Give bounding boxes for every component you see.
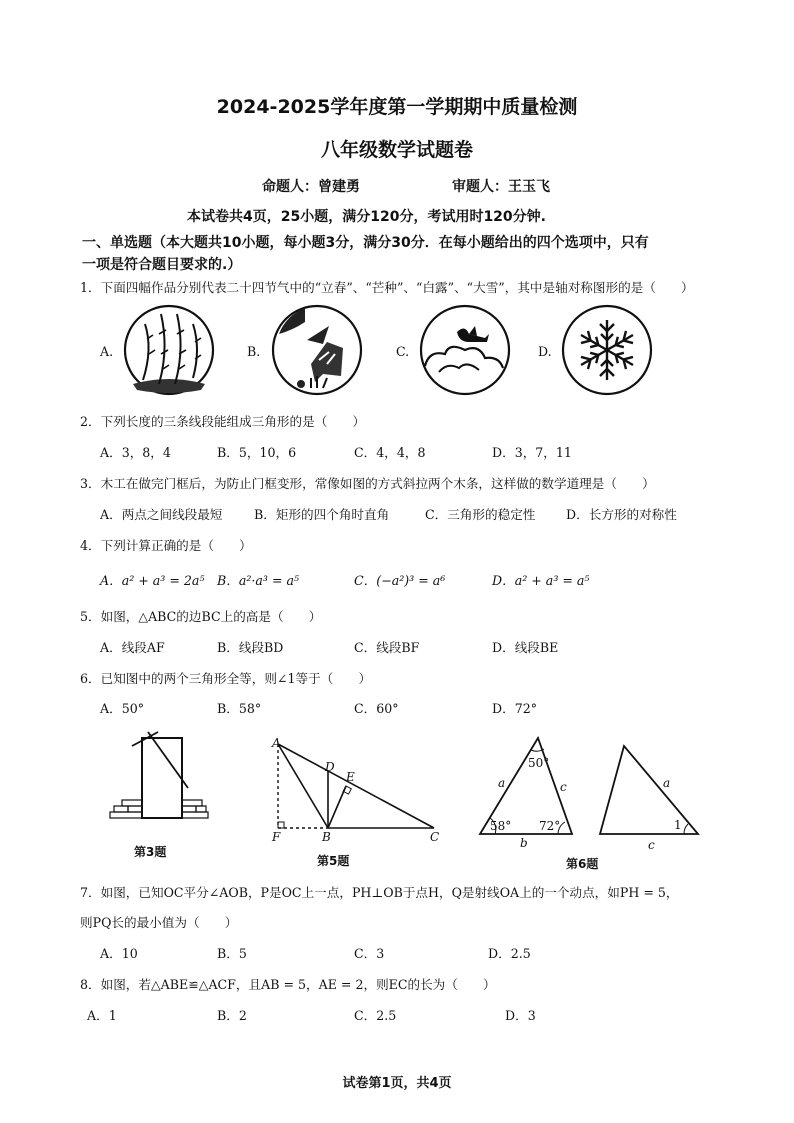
fig5-label-f: F	[272, 830, 281, 844]
exam-subtitle: 八年级数学试题卷	[320, 139, 473, 161]
exam-title: 2024-2025学年度第一学期期中质量检测	[216, 96, 578, 118]
q1-option-a-label: A.	[100, 344, 114, 359]
q2-option-a: A．3，8，4	[100, 445, 171, 460]
fig6-angle-right: 72°	[539, 819, 561, 833]
question-2-text: 2．下列长度的三条线段能组成三角形的是（ ）	[80, 414, 366, 429]
q6-option-d: D．72°	[492, 701, 538, 716]
q1-option-b-label: B.	[247, 344, 261, 359]
q8-option-a: A．1	[87, 1008, 117, 1023]
q4-option-c: C．(−a²)³ = a⁶	[354, 573, 446, 588]
q3-option-d: D．长方形的对称性	[566, 507, 677, 522]
question-7-line2: 则PQ长的最小值为（ ）	[80, 915, 238, 930]
question-4-text: 4．下列计算正确的是（ ）	[80, 538, 252, 553]
q1-option-c-label: C.	[396, 344, 410, 359]
figure-3-door-frame	[108, 732, 208, 822]
fig5-label-e: E	[346, 770, 355, 784]
question-6-text: 6．已知图中的两个三角形全等，则∠1等于（ ）	[80, 671, 372, 686]
q1-figure-d-snowflake	[561, 304, 653, 396]
figure-5-caption: 第5题	[317, 854, 350, 868]
fig6-angle-left: 58°	[490, 819, 512, 833]
question-1-text: 1．下面四幅作品分别代表二十四节气中的“立春”、“芒种”、“白露”、“大雪”，其中是轴对称图形的是（ ）	[80, 280, 694, 295]
q1-figure-b-grain	[271, 304, 363, 396]
fig5-label-a: A	[272, 736, 281, 750]
section-heading-line2: 一项是符合题目要求的.）	[82, 257, 242, 273]
q8-option-b: B．2	[217, 1008, 247, 1023]
fig6-right-side-c: c	[648, 838, 655, 852]
q1-figure-c-dew	[419, 304, 511, 396]
q1-option-d-label: D.	[538, 344, 552, 359]
section-heading-line1: 一、单选题（本大题共10小题，每小题3分，满分30分．在每小题给出的四个选项中，只有	[82, 235, 649, 251]
q3-option-b: B．矩形的四个角时直角	[254, 507, 390, 522]
exam-info: 本试卷共4页，25小题，满分120分，考试用时120分钟.	[187, 209, 546, 225]
question-8-text: 8．如图，若△ABE≌△ACF，且AB = 5，AE = 2，则EC的长为（ ）	[80, 977, 496, 992]
q2-option-b: B．5，10，6	[217, 445, 297, 460]
reviewer-line: 审题人：王玉飞	[452, 179, 550, 195]
q3-option-a: A．两点之间线段最短	[100, 507, 223, 522]
q4-option-a: A．a² + a³ = 2a⁵	[100, 573, 205, 588]
fig6-right-side-a: a	[663, 776, 671, 790]
fig5-label-b: B	[322, 830, 331, 844]
q8-option-d: D．3	[505, 1008, 536, 1023]
figure-5-triangle	[270, 738, 450, 842]
q5-option-b: B．线段BD	[217, 640, 284, 655]
question-5-text: 5．如图，△ABC的边BC上的高是（ ）	[80, 609, 322, 624]
q7-option-d: D．2.5	[488, 946, 531, 961]
q7-option-b: B．5	[217, 946, 247, 961]
q2-option-c: C．4，4，8	[354, 445, 426, 460]
q7-option-c: C．3	[354, 946, 385, 961]
fig6-angle-top: 50°	[528, 756, 550, 770]
q6-option-c: C．60°	[354, 701, 399, 716]
fig6-left-side-a: a	[498, 776, 506, 790]
q1-figure-a-willow	[123, 304, 215, 396]
q6-option-b: B．58°	[217, 701, 262, 716]
q2-option-d: D．3，7，11	[492, 445, 572, 460]
q6-option-a: A．50°	[100, 701, 145, 716]
q3-option-c: C．三角形的稳定性	[425, 507, 536, 522]
fig6-angle-1: 1	[674, 818, 682, 832]
q4-option-d: D．a² + a³ = a⁵	[492, 573, 590, 588]
fig6-left-side-c: c	[560, 780, 567, 794]
figure-3-caption: 第3题	[134, 845, 167, 859]
q8-option-c: C．2.5	[354, 1008, 397, 1023]
setter-line: 命题人：曾建勇	[262, 179, 360, 195]
question-7-line1: 7．如图，已知OC平分∠AOB，P是OC上一点，PH⊥OB于点H，Q是射线OA上的一个动点，如PH = 5，	[80, 885, 679, 900]
question-3-text: 3．木工在做完门框后，为防止门框变形，常像如图的方式斜拉两个木条，这样做的数学道理是（ ）	[80, 476, 655, 491]
q5-option-a: A．线段AF	[100, 640, 165, 655]
fig6-left-side-b: b	[520, 836, 528, 850]
q5-option-c: C．线段BF	[354, 640, 420, 655]
q4-option-b: B．a²·a³ = a⁵	[217, 573, 300, 588]
fig5-label-d: D	[325, 760, 335, 774]
figure-6-caption: 第6题	[566, 857, 599, 871]
fig5-label-c: C	[430, 830, 440, 844]
page-footer: 试卷第1页，共4页	[342, 1076, 452, 1091]
q5-option-d: D．线段BE	[492, 640, 559, 655]
q7-option-a: A．10	[100, 946, 138, 961]
